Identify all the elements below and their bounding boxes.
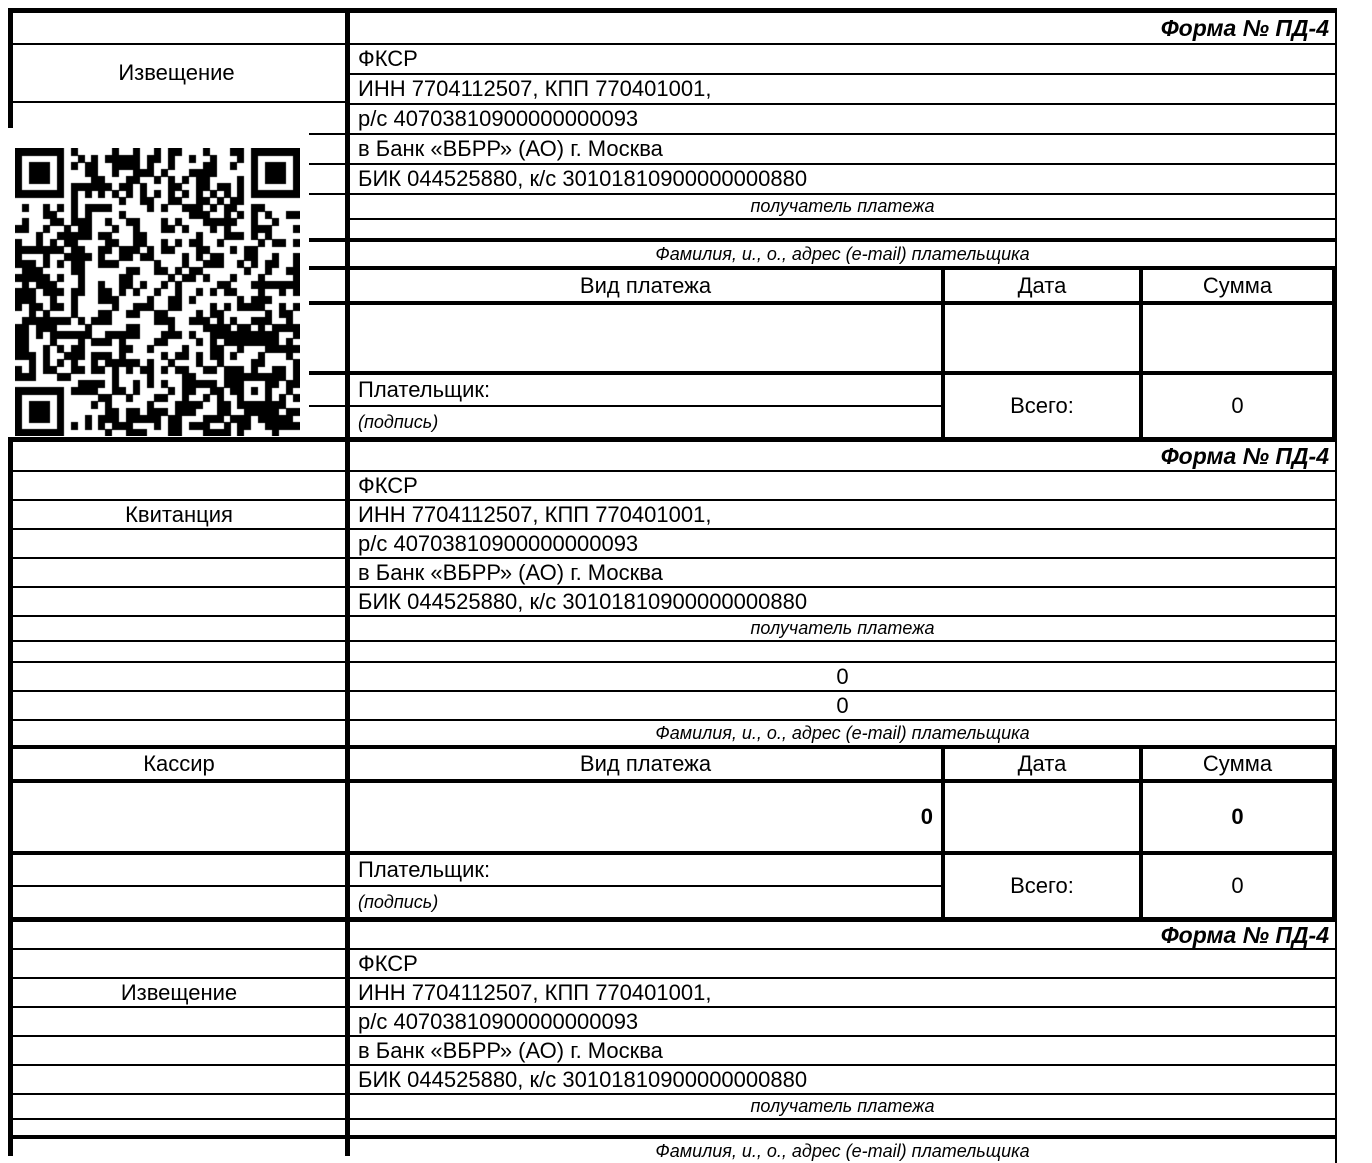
row-line-stub bbox=[309, 266, 345, 270]
left-blank-cell bbox=[13, 922, 345, 950]
payment-type-cell bbox=[350, 305, 945, 371]
payee-bik-row: БИК 044525880, к/с 30101810900000000880 bbox=[350, 165, 1337, 195]
payer-total-row bbox=[350, 375, 1337, 437]
row-line-stub bbox=[309, 238, 345, 242]
payee-org-row: ФКСР bbox=[350, 472, 1337, 501]
section-receipt bbox=[8, 442, 1337, 917]
date-header: Дата bbox=[945, 270, 1143, 301]
payment-type-header: Вид платежа bbox=[350, 749, 945, 779]
payee-org-row: ФКСР bbox=[350, 45, 1337, 75]
total-label-cell: Всего: bbox=[945, 375, 1143, 437]
cashier-label: Кассир bbox=[13, 749, 345, 783]
payee-account-row: р/с 40703810900000000093 bbox=[350, 1008, 1337, 1037]
form-frame bbox=[8, 8, 1337, 1161]
payer-total-row bbox=[350, 855, 1337, 917]
payer-signature-cell bbox=[350, 855, 945, 917]
payee-bank-row: в Банк «ВБРР» (АО) г. Москва bbox=[350, 1037, 1337, 1066]
date-cell bbox=[945, 305, 1143, 371]
row-line-stub bbox=[309, 163, 345, 165]
left-blank-cell bbox=[13, 1066, 345, 1095]
table-header-row bbox=[350, 270, 1337, 305]
payee-bik-row: БИК 044525880, к/с 30101810900000000880 bbox=[350, 588, 1337, 617]
amount-header: Сумма bbox=[1202, 272, 1273, 298]
notice-right-column bbox=[345, 921, 1337, 1161]
row-line-stub bbox=[309, 405, 345, 407]
left-blank-cell bbox=[13, 530, 345, 559]
blank-row bbox=[350, 1120, 1337, 1139]
receipt-right-column bbox=[345, 442, 1337, 917]
payer-caption: Фамилия, и., о., адрес (e-mail) плательщика bbox=[350, 1139, 1337, 1163]
payment-entry-row bbox=[350, 305, 1337, 375]
blank-row bbox=[350, 642, 1337, 663]
left-blank-cell bbox=[8, 103, 345, 128]
left-blank-cell bbox=[13, 692, 345, 721]
left-blank-cell bbox=[13, 1095, 345, 1120]
payer-label: Плательщик: bbox=[350, 855, 941, 887]
amount-cell: 0 bbox=[1231, 804, 1244, 829]
payee-account-row: р/с 40703810900000000093 bbox=[350, 105, 1337, 135]
left-blank-cell bbox=[13, 1139, 345, 1163]
signature-label: (подпись) bbox=[358, 891, 439, 912]
left-blank-cell bbox=[13, 887, 345, 917]
left-blank-cell bbox=[13, 950, 345, 979]
left-blank-cell bbox=[13, 663, 345, 692]
row-line-stub bbox=[309, 301, 345, 305]
left-blank-cell bbox=[13, 642, 345, 663]
amount-cell bbox=[1143, 305, 1332, 371]
left-blank-cell bbox=[13, 588, 345, 617]
table-header-row bbox=[350, 749, 1337, 783]
payee-caption: получатель платежа bbox=[350, 195, 1337, 220]
notice-left-column bbox=[8, 922, 345, 1156]
payee-bank-row: в Банк «ВБРР» (АО) г. Москва bbox=[350, 135, 1337, 165]
cashier-blank-cell bbox=[13, 783, 345, 855]
left-border-stub bbox=[8, 13, 13, 128]
row-line-stub bbox=[309, 133, 345, 135]
left-blank-cell bbox=[13, 721, 345, 749]
receipt-label: Квитанция bbox=[13, 501, 345, 530]
date-cell bbox=[945, 783, 1143, 851]
form-number-title: Форма № ПД-4 bbox=[350, 13, 1337, 45]
payer-signature-cell bbox=[350, 375, 945, 437]
left-blank-cell bbox=[13, 855, 345, 887]
payer-caption: Фамилия, и., о., адрес (e-mail) плательщика bbox=[350, 242, 1337, 270]
payer-label: Плательщик: bbox=[350, 375, 941, 407]
receipt-value-row: 0 bbox=[350, 692, 1337, 721]
amount-header: Сумма bbox=[1202, 751, 1273, 776]
payee-bik-row: БИК 044525880, к/с 30101810900000000880 bbox=[350, 1066, 1337, 1095]
form-number-title: Форма № ПД-4 bbox=[350, 922, 1337, 950]
payment-entry-row bbox=[350, 783, 1337, 855]
payee-inn-kpp-row: ИНН 7704112507, КПП 770401001, bbox=[350, 979, 1337, 1008]
payee-caption: получатель платежа bbox=[350, 1095, 1337, 1120]
blank-row bbox=[350, 220, 1337, 242]
payment-type-cell: 0 bbox=[350, 783, 945, 851]
total-value-cell: 0 bbox=[1231, 393, 1244, 418]
notice-label: Извещение bbox=[8, 45, 345, 103]
row-line-stub bbox=[309, 371, 345, 375]
payee-bank-row: в Банк «ВБРР» (АО) г. Москва bbox=[350, 559, 1337, 588]
payer-caption: Фамилия, и., о., адрес (e-mail) плательщика bbox=[350, 721, 1337, 749]
section-notice bbox=[8, 13, 1337, 437]
total-label-cell: Всего: bbox=[945, 855, 1143, 917]
left-blank-cell bbox=[13, 442, 345, 472]
notice-right-column bbox=[345, 13, 1337, 437]
receipt-left-column bbox=[8, 442, 345, 917]
payee-caption: получатель платежа bbox=[350, 617, 1337, 642]
signature-label: (подпись) bbox=[358, 411, 439, 432]
payment-qr-code bbox=[15, 148, 300, 436]
left-blank-cell bbox=[13, 1037, 345, 1066]
notice-left-column bbox=[8, 13, 345, 437]
left-blank-cell bbox=[13, 559, 345, 588]
receipt-value-row: 0 bbox=[350, 663, 1337, 692]
payment-type-header: Вид платежа bbox=[350, 270, 945, 301]
left-blank-cell bbox=[8, 13, 345, 45]
payee-inn-kpp-row: ИНН 7704112507, КПП 770401001, bbox=[350, 75, 1337, 105]
payee-account-row: р/с 40703810900000000093 bbox=[350, 530, 1337, 559]
left-blank-cell bbox=[13, 1120, 345, 1139]
form-number-title: Форма № ПД-4 bbox=[350, 442, 1337, 472]
payee-org-row: ФКСР bbox=[350, 950, 1337, 979]
left-blank-cell bbox=[13, 617, 345, 642]
left-blank-cell bbox=[13, 472, 345, 501]
row-line-stub bbox=[309, 193, 345, 195]
notice-label: Извещение bbox=[13, 979, 345, 1008]
total-value-cell: 0 bbox=[1231, 873, 1244, 898]
section-notice-bottom bbox=[8, 921, 1337, 1161]
date-header: Дата bbox=[945, 749, 1143, 779]
payee-inn-kpp-row: ИНН 7704112507, КПП 770401001, bbox=[350, 501, 1337, 530]
left-blank-cell bbox=[13, 1008, 345, 1037]
